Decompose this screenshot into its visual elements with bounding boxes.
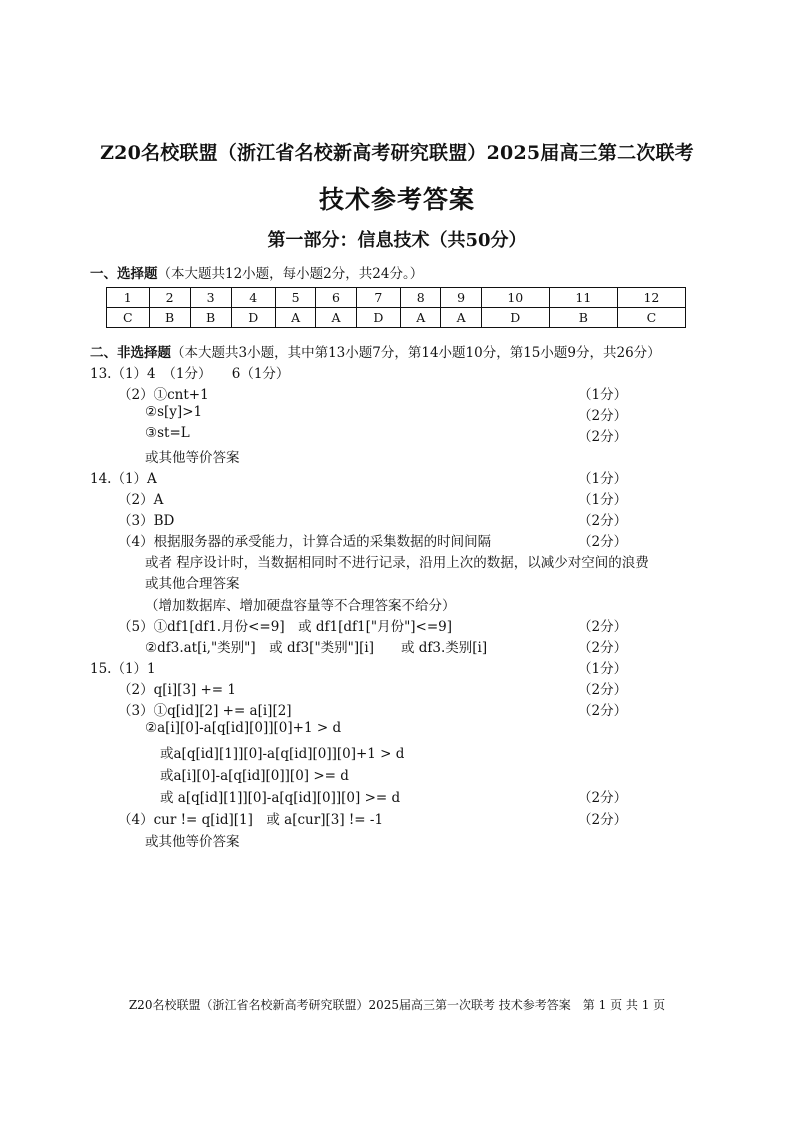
question-number: 8	[401, 288, 441, 308]
section1-note: （本大题共12小题，每小题2分，共24分。）	[157, 266, 424, 282]
answer-cell: D	[231, 308, 275, 328]
question-number: 9	[441, 288, 481, 308]
answer-line-15-3-2: ②a[i][0]-a[q[id][0]][0]+1 > d	[145, 720, 342, 736]
answer-cell: B	[149, 308, 190, 328]
question-number: 7	[356, 288, 400, 308]
answer-cell: D	[481, 308, 549, 328]
score-14-1: （1分）	[578, 471, 628, 487]
question-number: 3	[190, 288, 231, 308]
score-14-4: （2分）	[578, 534, 628, 550]
page-footer: Z20名校联盟（浙江省名校新高考研究联盟）2025届高三第一次联考 技术参考答案 第 1 页 共 1 页	[128, 998, 666, 1012]
score-15-3-1: （2分）	[578, 703, 628, 719]
answer-line-14-4: （4）根据服务器的承受能力，计算合适的采集数据的时间间隔	[118, 534, 492, 550]
answer-line-13-2-3: ③st=L	[145, 425, 190, 441]
answer-cell: A	[275, 308, 315, 328]
section1-heading	[90, 262, 423, 282]
answer-cell: C	[617, 308, 685, 328]
answer-table	[106, 287, 686, 328]
answer-cell: A	[316, 308, 356, 328]
question-number: 4	[231, 288, 275, 308]
answer-line-14-3: （3）BD	[118, 513, 175, 529]
score-15-1: （1分）	[578, 661, 628, 677]
answer-line-15-3-2-alt2: 或a[i][0]-a[q[id][0]][0] >= d	[160, 768, 349, 784]
answer-line-15-3-2-alt3: 或 a[q[id][1]][0]-a[q[id][0]][0] >= d	[160, 790, 401, 806]
question-number: 12	[617, 288, 685, 308]
answer-cell: A	[401, 308, 441, 328]
question-number: 6	[316, 288, 356, 308]
answer-line-14-5-2: ②df3.at[i,"类别"] 或 df3["类别"][i] 或 df3.类别[i]	[145, 640, 488, 656]
answer-table-answer-row	[107, 308, 686, 328]
section2-note: （本大题共3小题，其中第13小题7分，第14小题10分，第15小题9分，共26分）	[171, 345, 661, 361]
answer-line-14-4-alt: 或者 程序设计时，当数据相同时不进行记录，沿用上次的数据，以减少对空间的浪费	[145, 555, 649, 571]
score-14-3: （2分）	[578, 513, 628, 529]
exam-title: Z20名校联盟（浙江省名校新高考研究联盟）2025届高三第二次联考	[100, 142, 694, 164]
answer-cell: D	[356, 308, 400, 328]
section2-label: 二、非选择题	[90, 345, 171, 361]
answer-line-15-3-2-alt1: 或a[q[id][1]][0]-a[q[id][0]][0]+1 > d	[160, 746, 405, 762]
score-13-2-1: （1分）	[578, 387, 628, 403]
answer-line-13-2-2: ②s[y]>1	[145, 404, 203, 420]
score-15-3-2: （2分）	[578, 790, 628, 806]
answer-line-15-3-1: （3）①q[id][2] += a[i][2]	[118, 703, 292, 719]
answer-line-14-2: （2）A	[118, 492, 164, 508]
answer-cell: A	[441, 308, 481, 328]
answer-line-13-2-1: （2）①cnt+1	[118, 387, 209, 403]
score-14-2: （1分）	[578, 492, 628, 508]
answer-line-14-4-other: 或其他合理答案	[145, 576, 240, 592]
answer-line-14-1: 14.（1）A	[90, 471, 157, 487]
question-number: 11	[549, 288, 617, 308]
section1-label: 一、选择题	[90, 266, 158, 282]
question-number: 2	[149, 288, 190, 308]
answer-line-13-alt: 或其他等价答案	[145, 450, 240, 466]
answer-line-15-1: 15.（1）1	[90, 661, 156, 677]
document-title: 技术参考答案	[318, 185, 475, 214]
answer-line-15-4: （4）cur != q[id][1] 或 a[cur][3] != -1	[118, 812, 384, 828]
answer-line-13-1: 13.（1）4 （1分） 6（1分）	[90, 366, 290, 382]
score-15-4: （2分）	[578, 812, 628, 828]
answer-line-14-5-1: （5）①df1[df1.月份<=9] 或 df1[df1["月份"]<=9]	[118, 619, 453, 635]
score-13-2-2: （2分）	[578, 408, 628, 424]
answer-table-number-row	[107, 288, 686, 308]
answer-line-15-alt: 或其他等价答案	[145, 834, 240, 850]
answer-cell: C	[107, 308, 150, 328]
question-number: 1	[107, 288, 150, 308]
answer-line-15-2: （2）q[i][3] += 1	[118, 682, 236, 698]
answer-cell: B	[549, 308, 617, 328]
question-number: 10	[481, 288, 549, 308]
score-14-5-1: （2分）	[578, 619, 628, 635]
question-number: 5	[275, 288, 315, 308]
section2-heading	[90, 341, 661, 361]
score-14-5-2: （2分）	[578, 640, 628, 656]
answer-line-14-4-note: （增加数据库、增加硬盘容量等不合理答案不给分）	[145, 598, 456, 614]
score-15-2: （2分）	[578, 682, 628, 698]
answer-cell: B	[190, 308, 231, 328]
part-title: 第一部分：信息技术（共50分）	[267, 230, 527, 251]
score-13-2-3: （2分）	[578, 429, 628, 445]
